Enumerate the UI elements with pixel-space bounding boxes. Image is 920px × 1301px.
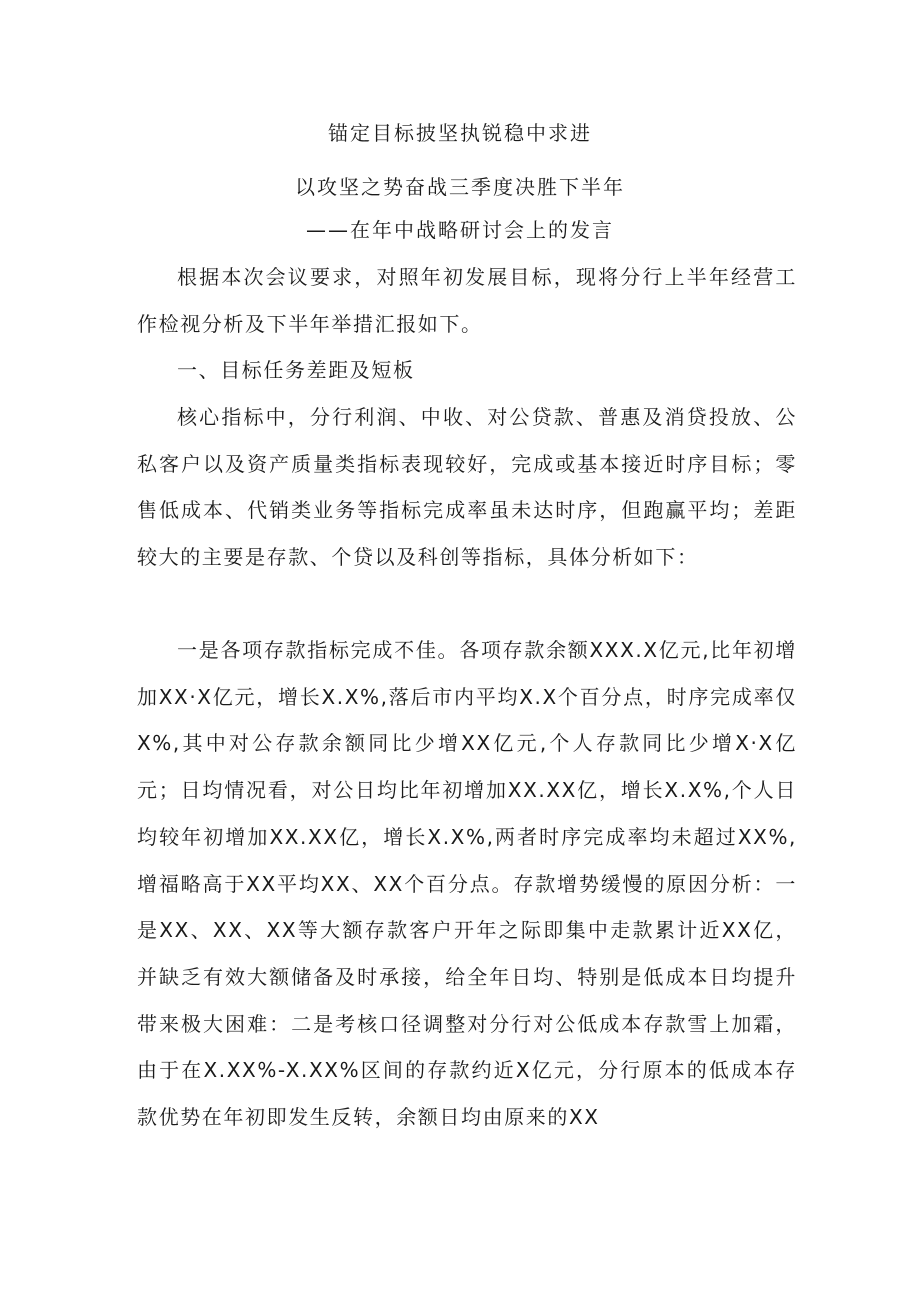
document-title-line-2: 以攻坚之势奋战三季度决胜下半年 — [295, 175, 625, 199]
section-heading: 一、目标任务差距及短板 — [177, 358, 415, 382]
intro-paragraph: 根据本次会议要求，对照年初发展目标，现将分行上半年经营工作检视分析及下半年举措汇报如下。 — [137, 265, 797, 336]
document-title-line-1: 锚定目标披坚执锐稳中求进 — [328, 121, 592, 145]
document-subtitle: ——在年中战略研讨会上的发言 — [306, 218, 614, 242]
core-indicators-paragraph: 核心指标中，分行利润、中收、对公贷款、普惠及消贷投放、公私客户以及资产质量类指标表现较好，完成或基本接近时序目标；零售低成本、代销类业务等指标完成率虽未达时序，但跑赢平均；差距较大的主要是存款、个贷以及科创等指标，具体分析如下： — [137, 405, 797, 570]
deposits-paragraph: 一是各项存款指标完成不佳。各项存款余额XXX.X亿元,比年初增加XX·X亿元，增长X.X%,落后市内平均X.X个百分点，时序完成率仅X%,其中对公存款余额同比少增XX亿元,个人存款同比少增X·X亿元；日均情况看，对公日均比年初增加XX.XX亿，增长X.X%,个人日均较年初增加XX.XX亿，增长X.X%,两者时序完成率均未超过XX%,增福略高于XX平均XX、XX个百分点。存款增势缓慢的原因分析：一是XX、XX、XX等大额存款客户开年之际即集中走款累计近XX亿，并缺乏有效大额储备及时承接，给全年日均、特别是低成本日均提升带来极大困难：二是考核口径调整对分行对公低成本存款雪上加霜，由于在X.XX%-X.XX%区间的存款约近X亿元，分行原本的低成本存款优势在年初即发生反转，余额日均由原来的XX — [137, 638, 797, 1130]
